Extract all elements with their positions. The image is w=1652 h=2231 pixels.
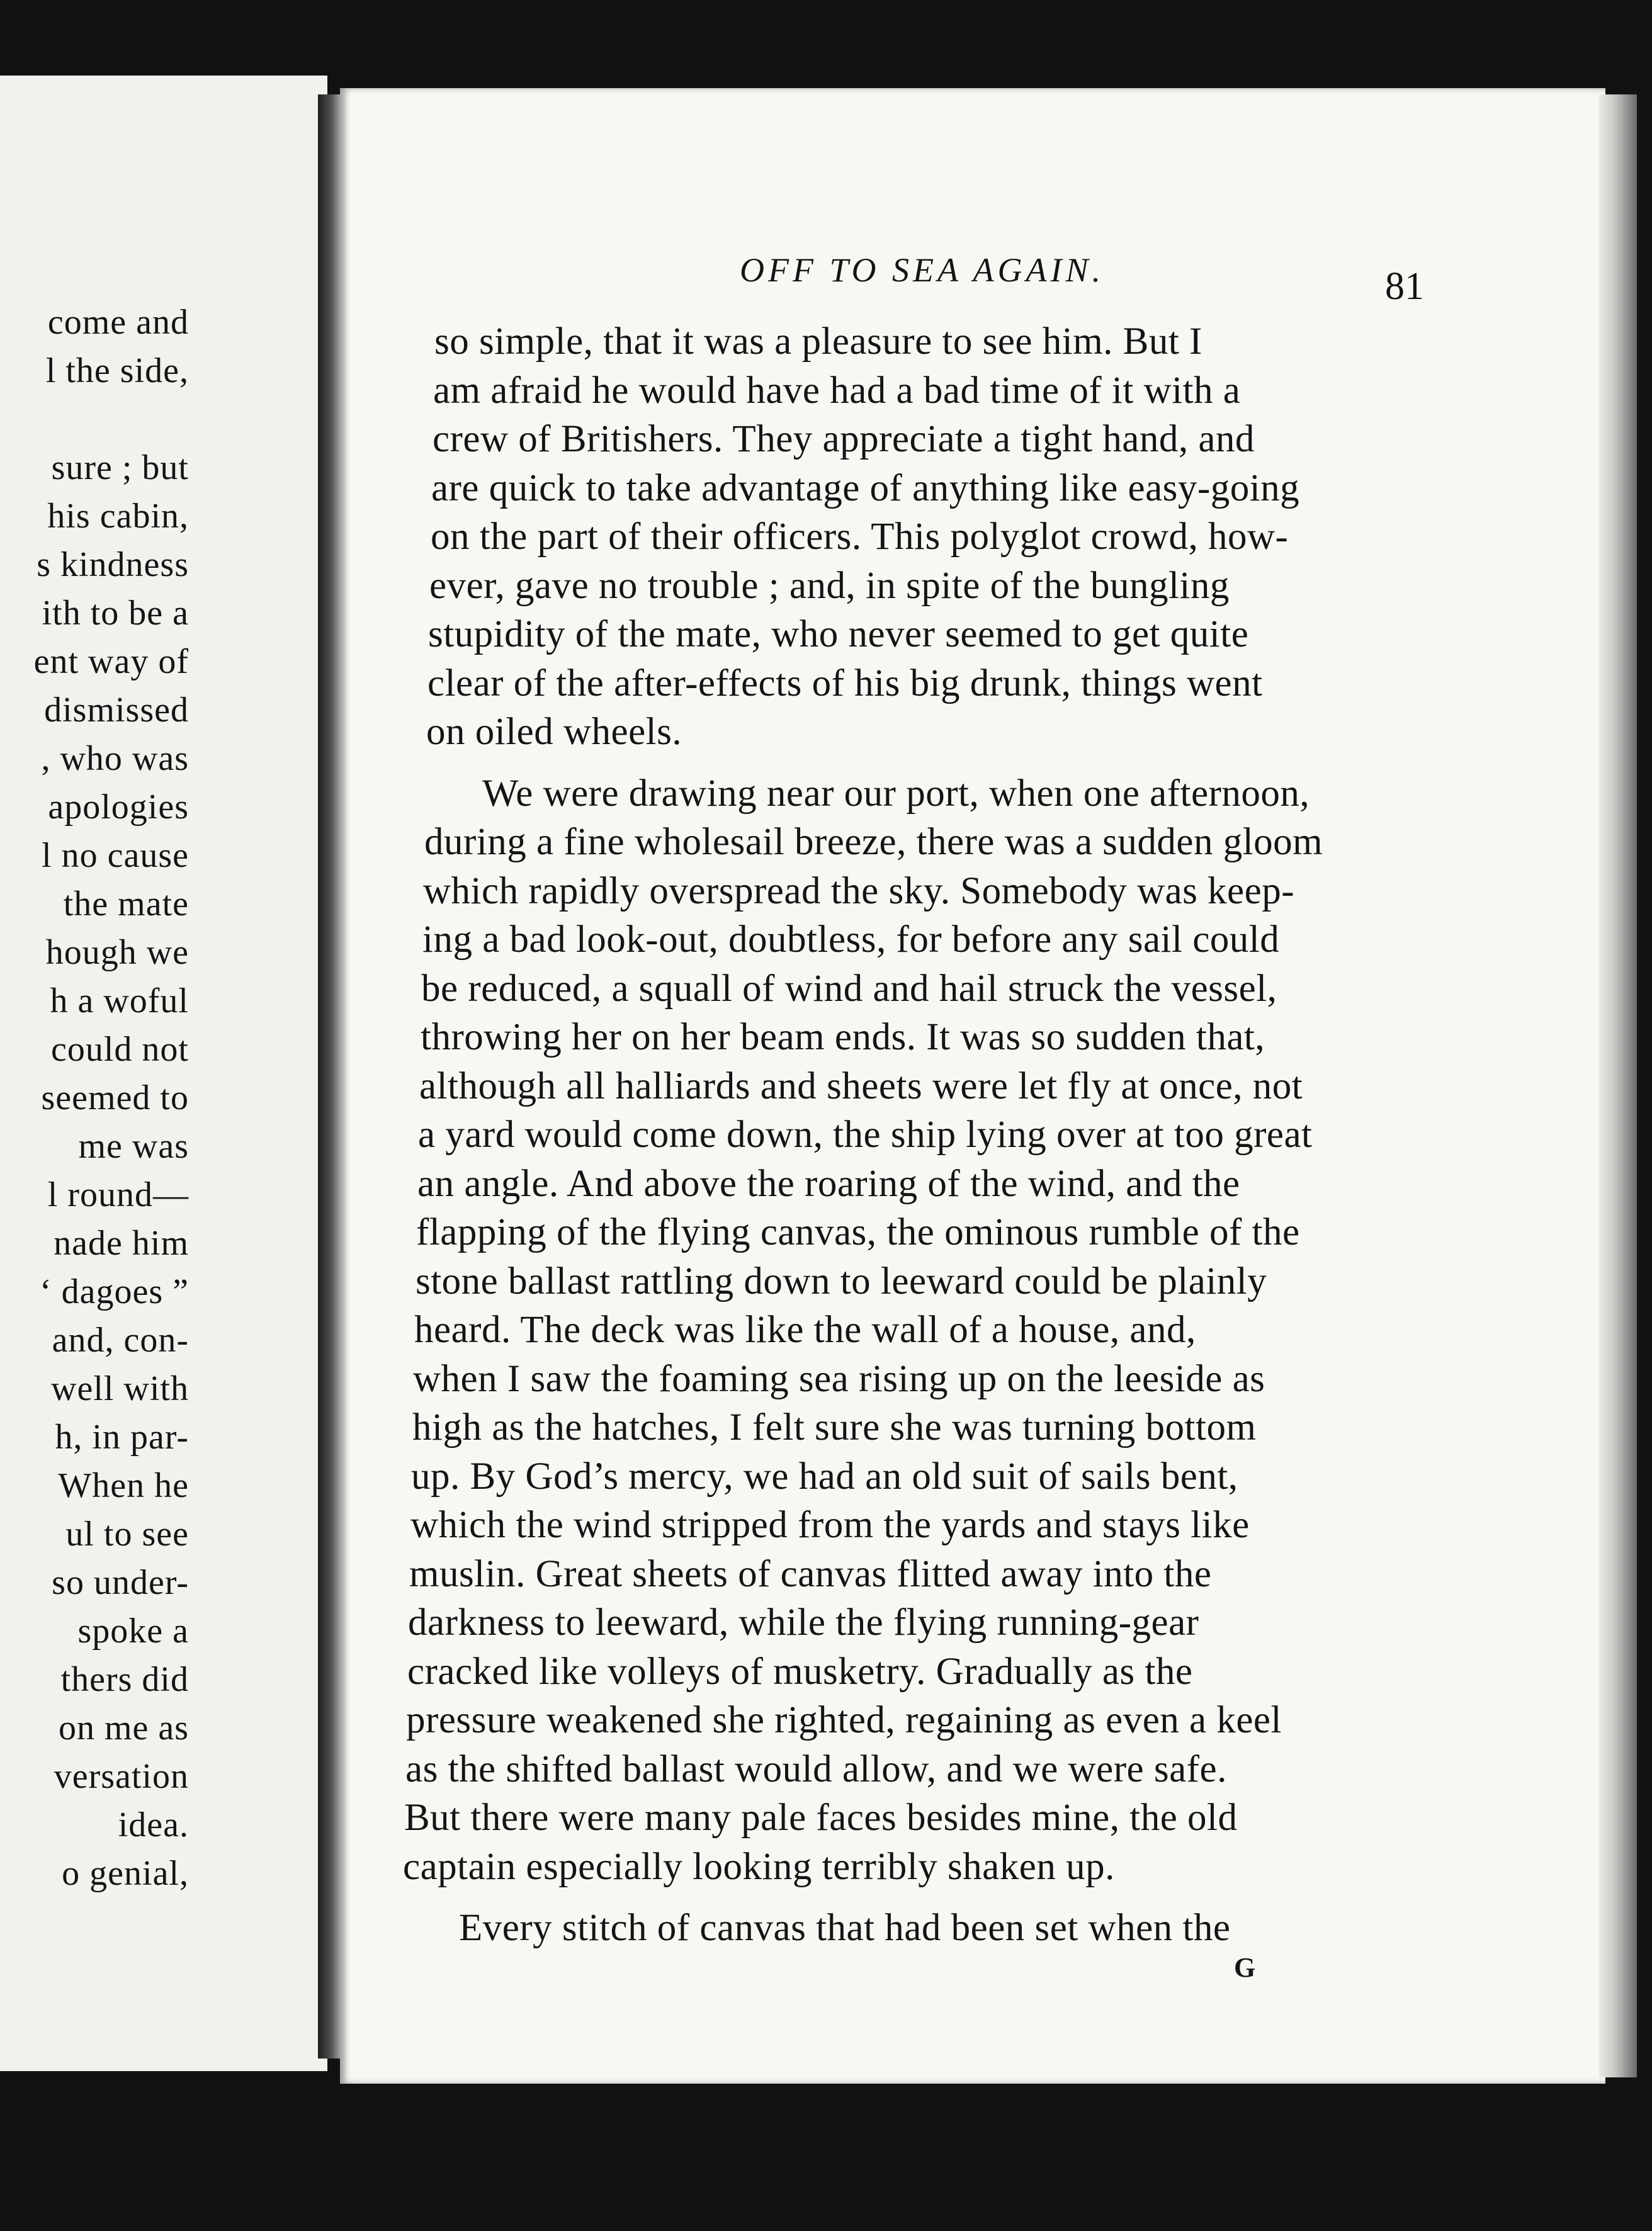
left-page-line: so under- [52,1563,189,1602]
body-text-line: so simple, that it was a pleasure to see him. But I [434,320,1202,363]
page-number: 81 [1385,265,1424,308]
left-page-line: hough we [45,933,189,972]
left-page-line: l no cause [42,836,189,875]
left-page-line: ‘ dagoes ” [39,1272,189,1311]
previous-page-fragment [0,76,327,2071]
left-page-line: well with [51,1369,189,1408]
left-page-line: s kindness [37,545,189,584]
left-page-line: l the side, [45,351,189,390]
left-page-line: ul to see [65,1515,189,1554]
body-text-line: high as the hatches, I felt sure she was turning bottom [412,1406,1257,1449]
body-text-line: heard. The deck was like the wall of a house, and, [414,1309,1196,1351]
left-page-line: seemed to [41,1078,189,1117]
book-gutter [318,94,343,2059]
body-text-line: cracked like volleys of musketry. Gradually as the [407,1650,1193,1693]
body-text-line: as the shifted ballast would allow, and we were safe. [405,1748,1227,1790]
body-text-line: crew of Britishers. They appreciate a tight hand, and [433,418,1255,460]
body-text-line: although all halliards and sheets were let fly at once, not [419,1065,1303,1107]
page-edge [1599,94,1637,2077]
body-text-line: pressure weakened she righted, regaining as even a keel [406,1699,1282,1741]
body-text-line: stone ballast rattling down to leeward could be plainly [416,1260,1267,1302]
left-page-line: ent way of [33,642,189,681]
left-page-line: ith to be a [42,594,189,633]
body-text-line: which rapidly overspread the sky. Somebody was keep- [423,869,1295,912]
body-text-line: clear of the after-effects of his big drunk, things went [427,662,1263,704]
left-page-line: nade him [54,1224,189,1263]
left-page-line: come and [47,303,189,342]
body-text-line: ever, gave no trouble ; and, in spite of the bungling [429,564,1230,607]
running-head: OFF TO SEA AGAIN. [740,251,1105,289]
left-page-line: When he [58,1466,189,1505]
body-text-line: ing a bad look-out, doubtless, for before any sail could [422,918,1280,961]
body-text-line: We were drawing near our port, when one afternoon, [482,772,1310,815]
left-page-line: thers did [60,1660,189,1699]
body-text-line: a yard would come down, the ship lying over at too great [418,1114,1313,1156]
left-page-line: could not [51,1030,189,1069]
left-page-line: and, con- [52,1321,189,1360]
left-page-line: apologies [48,788,189,827]
body-text-line: during a fine wholesail breeze, there was a sudden gloom [424,821,1323,863]
body-text-line: Every stitch of canvas that had been set when the [459,1907,1231,1949]
body-text-line: be reduced, a squall of wind and hail struck the vessel, [421,967,1277,1010]
body-text-line: on oiled wheels. [426,711,682,753]
left-page-line: , who was [41,739,189,778]
body-text-line: darkness to leeward, while the flying running-gear [408,1601,1199,1644]
body-text-line: which the wind stripped from the yards and stays like [410,1504,1250,1546]
left-page-line: versation [54,1757,189,1796]
left-page-line: spoke a [77,1612,189,1651]
left-page-line: l round— [47,1175,189,1214]
body-text-line: stupidity of the mate, who never seemed to get quite [428,613,1249,655]
body-text-line: flapping of the flying canvas, the ominous rumble of the [416,1211,1300,1253]
signature-mark: G [1234,1952,1256,1983]
body-text-line: But there were many pale faces besides mine, the old [404,1797,1238,1839]
body-text-line: an angle. And above the roaring of the wind, and the [417,1162,1240,1205]
left-page-line: dismissed [44,691,189,730]
body-text-line: up. By God’s mercy, we had an old suit of sails bent, [411,1455,1238,1498]
left-page-line: idea. [118,1805,189,1844]
left-page-line: sure ; but [51,448,189,487]
body-text-line: are quick to take advantage of anything like easy-going [431,466,1300,509]
body-text-line: muslin. Great sheets of canvas flitted away into the [409,1552,1212,1595]
left-page-line: his cabin, [47,497,189,536]
body-text-line: am afraid he would have had a bad time of it with a [433,369,1241,412]
body-text-line: captain especially looking terribly shaken up. [403,1845,1115,1888]
left-page-line: o genial, [62,1854,189,1893]
left-page-line: h a woful [50,981,189,1020]
left-page-line: h, in par- [55,1418,189,1457]
body-text-line: when I saw the foaming sea rising up on the leeside as [413,1357,1265,1400]
body-text-line: throwing her on her beam ends. It was so sudden that, [421,1016,1265,1058]
left-page-line: the mate [63,884,189,923]
body-text-line: on the part of their officers. This polyglot crowd, how- [431,516,1289,558]
left-page-line: on me as [58,1709,189,1748]
left-page-line: me was [78,1127,189,1166]
